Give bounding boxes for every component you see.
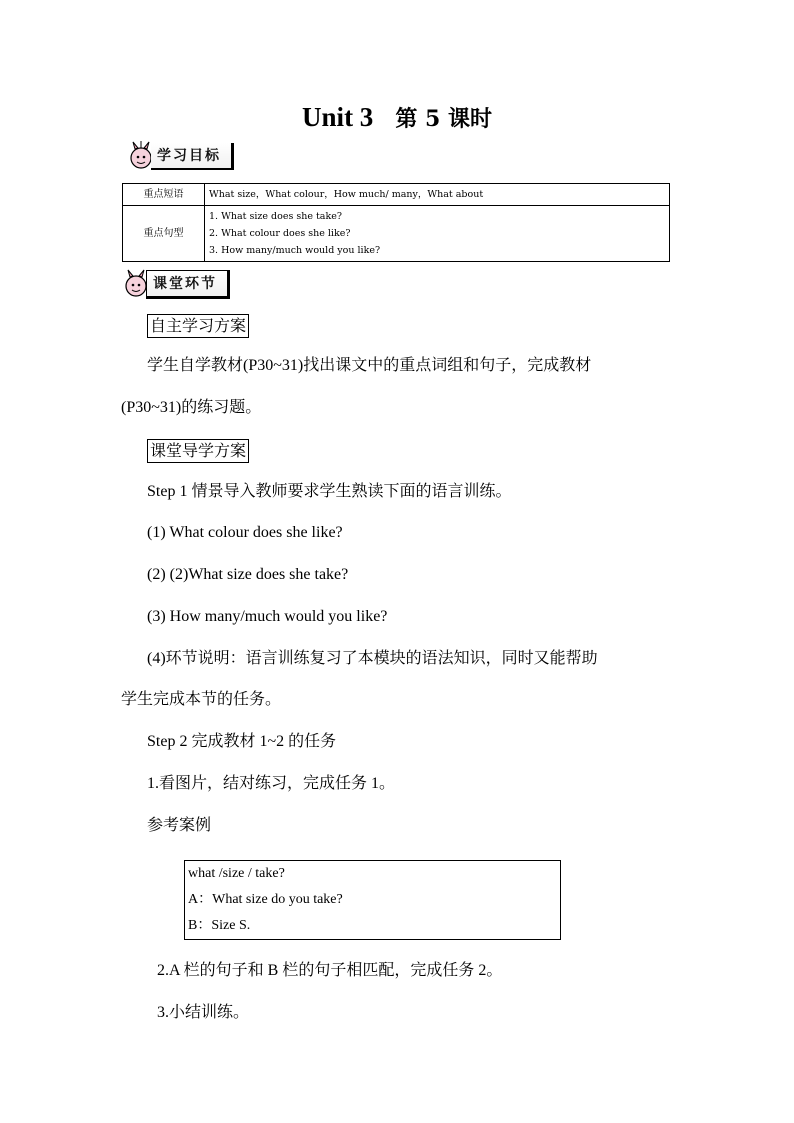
learning-goals-banner [125, 140, 234, 172]
title-lesson: 第 5 课时 [395, 106, 492, 132]
goals-key: 重点句型 [123, 206, 205, 262]
goals-key: 重点短语 [123, 184, 205, 206]
table-row [123, 184, 670, 206]
task2-text: 2.A 栏的句子和 B 栏的句子相匹配，完成任务 2。 [157, 962, 503, 979]
goals-line: 2. What colour does she like? [209, 228, 351, 239]
self-study-line2: (P30~31)的练习题。 [121, 399, 262, 416]
self-study-line1: 学生自学教材(P30~31)找出课文中的重点词组和句子，完成教材 [147, 357, 592, 374]
item2-text: (2) (2)What size does she take? [147, 566, 349, 583]
item4-line1: (4)环节说明：语言训练复习了本模块的语法知识，同时又能帮助 [147, 650, 598, 667]
table-row [185, 887, 561, 913]
table-row [123, 206, 670, 262]
example-line: B：Size S. [188, 918, 251, 933]
item4-line2: 学生完成本节的任务。 [121, 691, 282, 708]
goals-value: What size，What colour，How much/ many，What about [205, 184, 670, 206]
goals-value [205, 206, 670, 262]
class-section-banner [120, 268, 230, 300]
learning-goals-label: 学习目标 [151, 143, 234, 170]
page-title [0, 102, 794, 133]
example-line: A：What size do you take? [188, 892, 343, 907]
guided-study-heading: 课堂导学方案 [147, 439, 249, 463]
table-row [185, 861, 561, 888]
step1-text: Step 1 情景导入教师要求学生熟读下面的语言训练。 [147, 483, 512, 500]
task3-text: 3.小结训练。 [157, 1004, 250, 1021]
task1-text: 1.看图片，结对练习，完成任务 1。 [147, 775, 396, 792]
item3-text: (3) How many/much would you like? [147, 608, 388, 625]
goals-line: 3. How many/much would you like? [209, 245, 381, 256]
item1-text: (1) What colour does she like? [147, 524, 343, 541]
class-section-label: 课堂环节 [146, 270, 230, 299]
example-line: what /size / take? [188, 866, 285, 881]
step2-text: Step 2 完成教材 1~2 的任务 [147, 733, 337, 750]
self-study-heading: 自主学习方案 [147, 314, 249, 338]
reference-label: 参考案例 [147, 817, 212, 834]
example-dialogue-box [184, 860, 561, 940]
goals-line: 1. What size does she take? [209, 211, 342, 222]
table-row [185, 913, 561, 940]
goals-table [122, 183, 670, 262]
title-unit: Unit 3 [302, 102, 374, 132]
